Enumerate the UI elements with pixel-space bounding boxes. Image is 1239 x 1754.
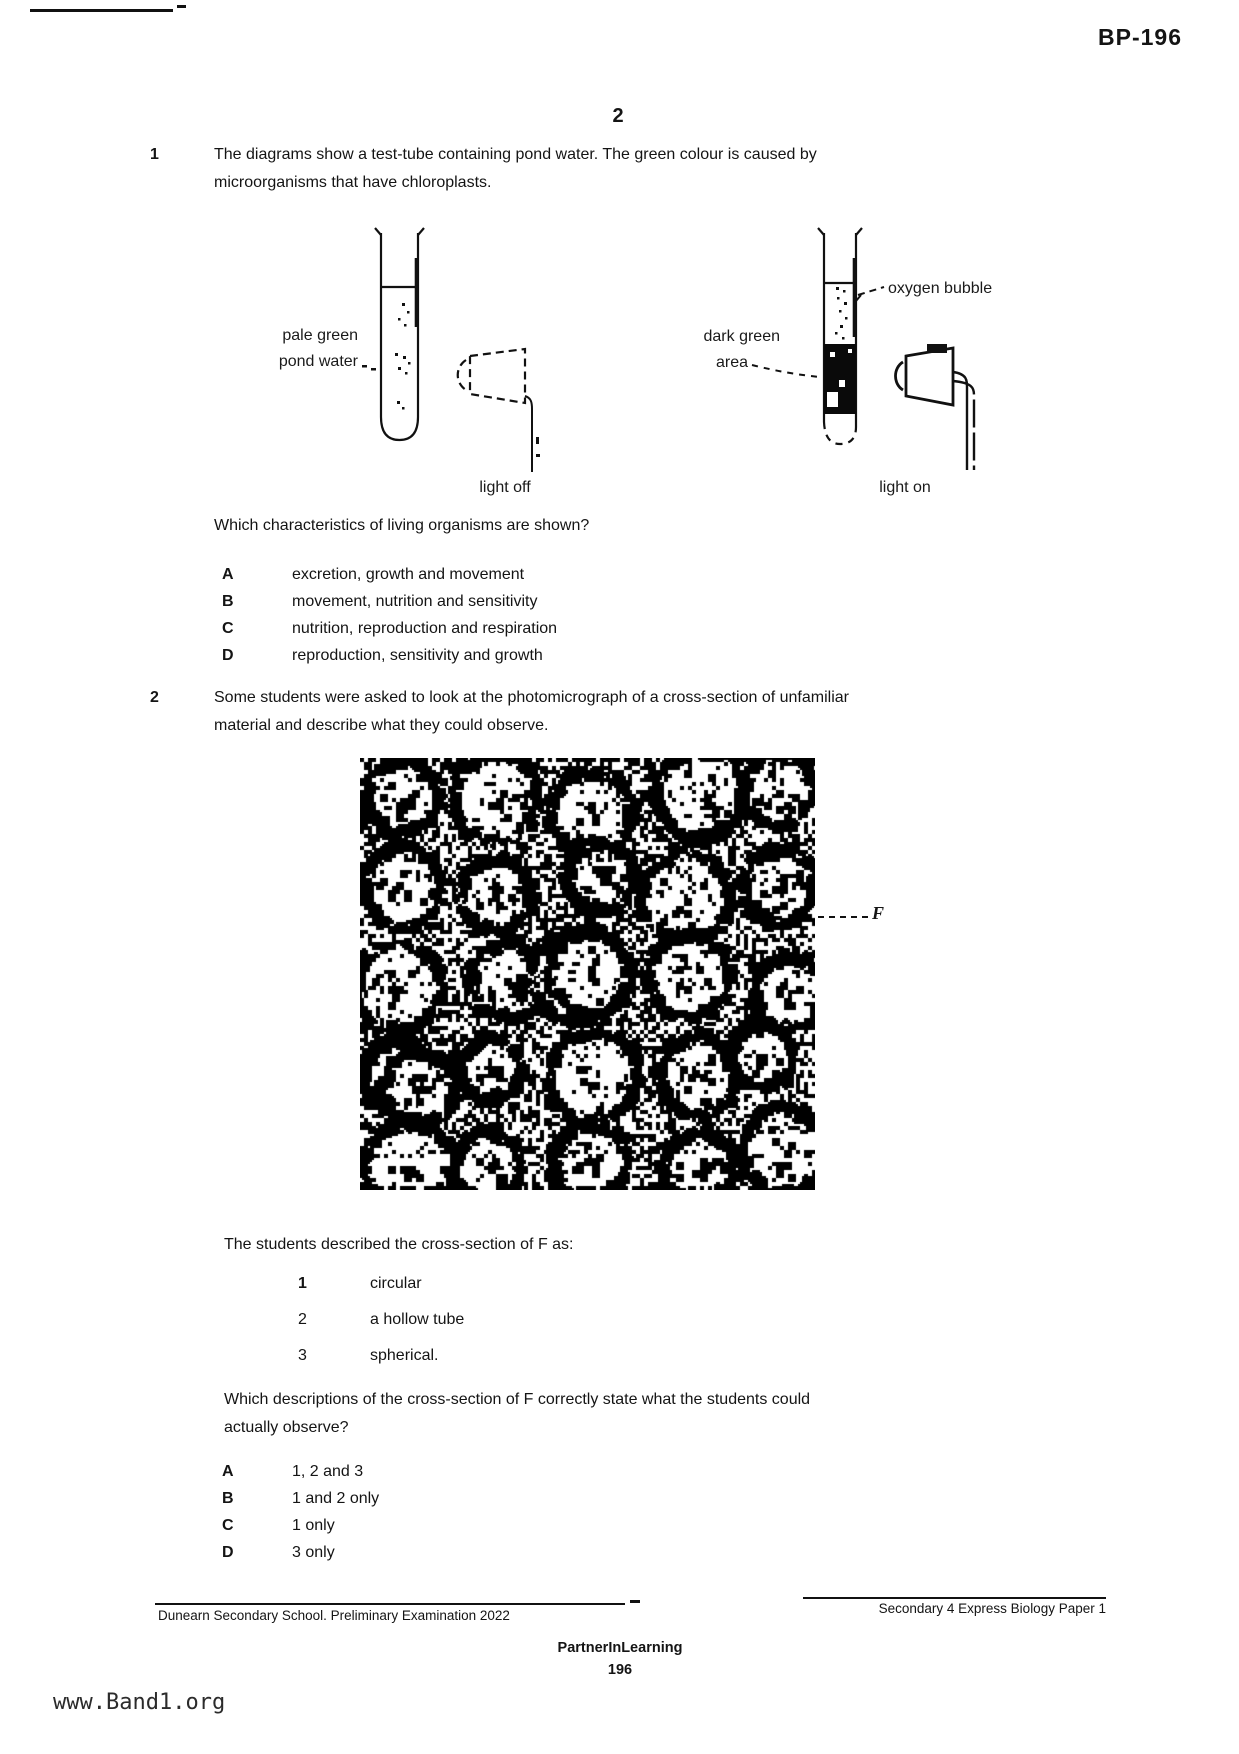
footer-school: Dunearn Secondary School. Preliminary Examination 2022 (158, 1608, 510, 1623)
dark-green-label-line1: dark green (703, 328, 780, 345)
footer-brand: PartnerInLearning (557, 1640, 683, 1656)
q1-option-a-letter: A (222, 566, 234, 583)
dark-area-leader-line (752, 365, 820, 377)
q2-item-1-text: circular (370, 1275, 422, 1292)
q1-stem-line2: microorganisms that have chloroplasts. (214, 174, 492, 191)
page-number: 2 (612, 105, 624, 127)
dark-green-label-line2: area (715, 354, 748, 371)
q1-number: 1 (150, 146, 159, 163)
q1-option-c-letter: C (222, 620, 234, 637)
footer-rule-tick (630, 1600, 640, 1603)
q2-option-d-text: 3 only (292, 1544, 335, 1561)
q2-option-a-text: 1, 2 and 3 (292, 1463, 364, 1480)
q2-option-d-letter: D (222, 1544, 234, 1561)
pale-green-label-line2: pond water (278, 353, 358, 370)
lamp-on-dark-tip (927, 344, 947, 353)
q2-item-2-text: a hollow tube (370, 1311, 465, 1328)
q2-number: 2 (150, 689, 159, 706)
q2-item-3-num: 3 (298, 1347, 307, 1364)
q1-diagram (0, 225, 1239, 515)
q2-question-line2: actually observe? (224, 1419, 349, 1436)
watermark-url: www.Band1.org (53, 1690, 226, 1715)
cord-mark (536, 437, 539, 444)
q2-option-b-letter: B (222, 1490, 234, 1507)
q2-list-intro: The students described the cross-section of F as: (224, 1236, 574, 1253)
q1-question: Which characteristics of living organisms are shown? (214, 517, 590, 534)
q1-option-a-text: excretion, growth and movement (292, 566, 525, 583)
corner-scan-mark (30, 9, 173, 12)
light-on-label: light on (879, 479, 931, 496)
q1-stem-line1: The diagrams show a test-tube containing pond water. The green colour is caused by (214, 146, 817, 163)
q2-question-line1: Which descriptions of the cross-section of F correctly state what the students could (224, 1391, 811, 1408)
q2-option-c-text: 1 only (292, 1517, 335, 1534)
oxygen-bubble-label: oxygen bubble (888, 280, 993, 297)
q2-option-b-text: 1 and 2 only (292, 1490, 380, 1507)
figure-f-label: F (872, 903, 885, 923)
left-tube-speckles (362, 303, 411, 410)
q1-option-b-letter: B (222, 593, 234, 610)
footer-rule-left (155, 1603, 625, 1605)
q2-item-1-num: 1 (298, 1275, 307, 1292)
lamp-off (458, 349, 525, 403)
lamp-off-cord (525, 396, 532, 472)
lamp-on-cord (953, 372, 974, 470)
footer-rule-right (803, 1597, 1106, 1599)
doc-code: BP-196 (1098, 24, 1182, 50)
oxygen-bubbles (835, 287, 848, 340)
oxygen-leader-line (858, 287, 884, 295)
photomicrograph-image (360, 758, 815, 1190)
figure-f-leader-line (818, 916, 868, 918)
left-test-tube (375, 228, 424, 440)
q1-option-d-letter: D (222, 647, 234, 664)
footer-paper: Secondary 4 Express Biology Paper 1 (878, 1601, 1106, 1616)
q2-stem-line1: Some students were asked to look at the photomicrograph of a cross-section of unfamiliar (214, 689, 849, 706)
corner-scan-tick (177, 5, 186, 8)
q2-option-c-letter: C (222, 1517, 234, 1534)
cord-mark2 (536, 454, 540, 457)
lamp-on (896, 348, 954, 405)
q2-option-a-letter: A (222, 1463, 234, 1480)
dark-green-region (824, 344, 856, 414)
q1-option-c-text: nutrition, reproduction and respiration (292, 620, 558, 637)
light-off-label: light off (479, 479, 531, 496)
footer-page-ref: 196 (607, 1662, 633, 1678)
q2-stem-line2: material and describe what they could observe. (214, 717, 549, 734)
q2-item-3-text: spherical. (370, 1347, 439, 1364)
q1-option-b-text: movement, nutrition and sensitivity (292, 593, 538, 610)
q2-item-2-num: 2 (298, 1311, 307, 1328)
pale-green-label-line1: pale green (282, 327, 358, 344)
q1-option-d-text: reproduction, sensitivity and growth (292, 647, 543, 664)
